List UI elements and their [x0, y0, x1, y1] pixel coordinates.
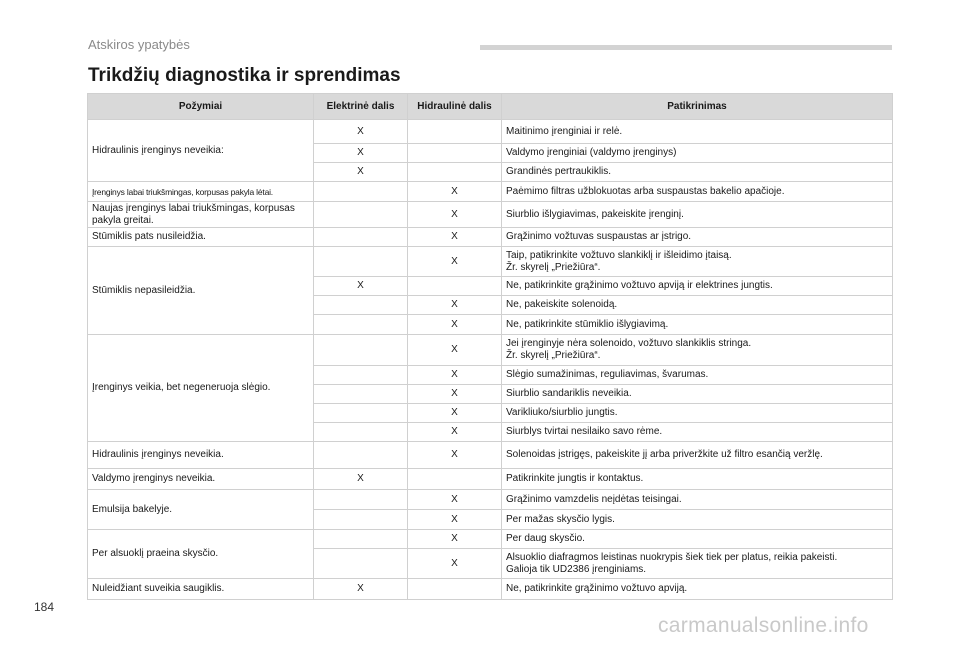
hydraulic-cell: X — [408, 423, 502, 442]
symptom-cell: Įrenginys labai triukšmingas, korpusas pakyla lėtai. — [88, 182, 314, 202]
check-cell: Slėgio sumažinimas, reguliavimas, švarumas. — [502, 366, 893, 385]
table-row — [88, 228, 893, 247]
symptom-cell: Nuleidžiant suveikia saugiklis. — [88, 579, 314, 600]
hydraulic-cell: X — [408, 442, 502, 469]
table-row — [88, 579, 893, 600]
hydraulic-cell — [408, 579, 502, 600]
check-cell: Per mažas skysčio lygis. — [502, 510, 893, 530]
table-row — [88, 530, 893, 549]
electrical-cell: X — [314, 144, 408, 163]
symptom-cell: Emulsija bakelyje. — [88, 490, 314, 530]
electrical-cell — [314, 315, 408, 335]
check-cell: Ne, patikrinkite stūmiklio išlygiavimą. — [502, 315, 893, 335]
electrical-cell — [314, 549, 408, 579]
electrical-cell — [314, 228, 408, 247]
watermark: carmanualsonline.info — [658, 614, 869, 637]
check-cell: Alsuoklio diafragmos leistinas nuokrypis šiek tiek per platus, reikia pakeisti. Galioja tik UD2386 įrenginiams. — [502, 549, 893, 579]
hydraulic-cell: X — [408, 315, 502, 335]
hydraulic-cell — [408, 469, 502, 490]
electrical-cell: X — [314, 163, 408, 182]
check-cell: Siurblio išlygiavimas, pakeiskite įrenginį. — [502, 202, 893, 228]
section-title: Atskiros ypatybės — [88, 37, 190, 52]
check-cell: Per daug skysčio. — [502, 530, 893, 549]
symptom-cell: Per alsuoklį praeina skysčio. — [88, 530, 314, 579]
symptom-cell: Įrenginys veikia, bet negeneruoja slėgio. — [88, 335, 314, 442]
electrical-cell — [314, 490, 408, 510]
check-cell: Patikrinkite jungtis ir kontaktus. — [502, 469, 893, 490]
symptom-cell: Naujas įrenginys labai triukšmingas, korpusas pakyla greitai. — [88, 202, 314, 228]
check-cell: Grąžinimo vožtuvas suspaustas ar įstrigo. — [502, 228, 893, 247]
diagnostics-table — [87, 93, 893, 600]
electrical-cell — [314, 530, 408, 549]
table-row — [88, 120, 893, 144]
hydraulic-cell: X — [408, 228, 502, 247]
electrical-cell — [314, 335, 408, 366]
symptom-cell: Valdymo įrenginys neveikia. — [88, 469, 314, 490]
column-header-symptoms: Požymiai — [88, 94, 314, 120]
hydraulic-cell: X — [408, 182, 502, 202]
electrical-cell: X — [314, 120, 408, 144]
electrical-cell — [314, 404, 408, 423]
page-title: Trikdžių diagnostika ir sprendimas — [88, 65, 401, 86]
table-row — [88, 335, 893, 366]
electrical-cell — [314, 423, 408, 442]
hydraulic-cell — [408, 144, 502, 163]
electrical-cell — [314, 510, 408, 530]
symptom-cell: Stūmiklis nepasileidžia. — [88, 247, 314, 335]
symptom-cell: Stūmiklis pats nusileidžia. — [88, 228, 314, 247]
table-body — [88, 120, 893, 600]
hydraulic-cell: X — [408, 366, 502, 385]
check-cell: Siurblio sandariklis neveikia. — [502, 385, 893, 404]
header-divider-bar — [480, 45, 892, 50]
symptom-cell: Hidraulinis įrenginys neveikia. — [88, 442, 314, 469]
check-cell: Paėmimo filtras užblokuotas arba suspaustas bakelio apačioje. — [502, 182, 893, 202]
table-header-row — [88, 94, 893, 120]
check-cell: Ne, patikrinkite grąžinimo vožtuvo apviją ir elektrines jungtis. — [502, 277, 893, 296]
check-cell: Siurblys tvirtai nesilaiko savo rėme. — [502, 423, 893, 442]
electrical-cell: X — [314, 469, 408, 490]
electrical-cell — [314, 442, 408, 469]
check-cell: Grąžinimo vamzdelis neįdėtas teisingai. — [502, 490, 893, 510]
check-cell: Ne, pakeiskite solenoidą. — [502, 296, 893, 315]
hydraulic-cell: X — [408, 404, 502, 423]
electrical-cell — [314, 296, 408, 315]
table-row — [88, 490, 893, 510]
hydraulic-cell: X — [408, 530, 502, 549]
hydraulic-cell: X — [408, 510, 502, 530]
check-cell: Grandinės pertraukiklis. — [502, 163, 893, 182]
electrical-cell — [314, 247, 408, 277]
check-cell: Maitinimo įrenginiai ir relė. — [502, 120, 893, 144]
hydraulic-cell — [408, 163, 502, 182]
hydraulic-cell — [408, 277, 502, 296]
check-cell: Ne, patikrinkite grąžinimo vožtuvo apviją. — [502, 579, 893, 600]
hydraulic-cell: X — [408, 549, 502, 579]
electrical-cell — [314, 366, 408, 385]
hydraulic-cell: X — [408, 490, 502, 510]
electrical-cell — [314, 385, 408, 404]
check-cell: Jei įrenginyje nėra solenoido, vožtuvo slankiklis stringa. Žr. skyrelį „Priežiūra“. — [502, 335, 893, 366]
hydraulic-cell: X — [408, 202, 502, 228]
column-header-hydraulic: Hidraulinė dalis — [408, 94, 502, 120]
electrical-cell: X — [314, 277, 408, 296]
table-row — [88, 182, 893, 202]
column-header-electrical: Elektrinė dalis — [314, 94, 408, 120]
electrical-cell — [314, 202, 408, 228]
symptom-cell: Hidraulinis įrenginys neveikia: — [88, 120, 314, 182]
hydraulic-cell: X — [408, 247, 502, 277]
table-row — [88, 469, 893, 490]
check-cell: Valdymo įrenginiai (valdymo įrenginys) — [502, 144, 893, 163]
hydraulic-cell: X — [408, 296, 502, 315]
hydraulic-cell — [408, 120, 502, 144]
check-cell: Varikliuko/siurblio jungtis. — [502, 404, 893, 423]
hydraulic-cell: X — [408, 335, 502, 366]
check-cell: Taip, patikrinkite vožtuvo slankiklį ir išleidimo įtaisą. Žr. skyrelį „Priežiūra“. — [502, 247, 893, 277]
page-number: 184 — [34, 600, 55, 614]
check-cell: Solenoidas įstrigęs, pakeiskite jį arba priveržkite už filtro esančią veržlę. — [502, 442, 893, 469]
electrical-cell: X — [314, 579, 408, 600]
electrical-cell — [314, 182, 408, 202]
column-header-check: Patikrinimas — [502, 94, 893, 120]
table-row — [88, 247, 893, 277]
table-row — [88, 442, 893, 469]
table-row — [88, 202, 893, 228]
hydraulic-cell: X — [408, 385, 502, 404]
